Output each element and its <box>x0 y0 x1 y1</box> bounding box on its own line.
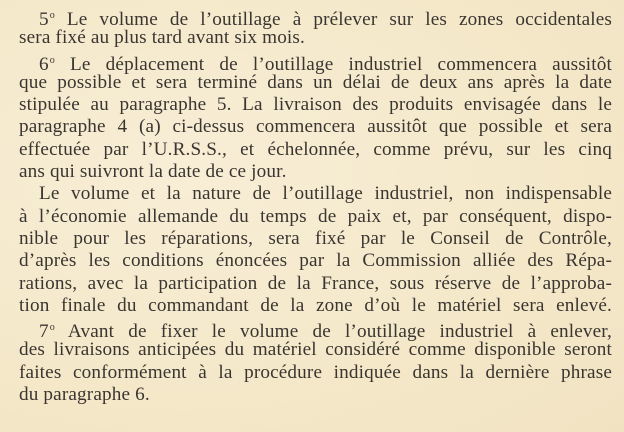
paragraph-5 <box>19 5 612 50</box>
paragraph-7 <box>19 317 612 406</box>
text-line: nible pour les réparations, sera fixé par le Conseil de Contrôle, <box>19 227 612 249</box>
text-line: 7$^o$ Avant de fixer le volume de l’outillage industriel à enlever, <box>39 321 612 343</box>
paragraph-6 <box>19 50 612 184</box>
text-line: faites conformément à la procédure indiquée dans la dernière phrase <box>19 361 612 383</box>
paragraph-number: 7$^o$ <box>39 321 55 343</box>
text-line: stipulée au paragraphe 5. La livraison des produits envisagée dans le <box>19 94 612 116</box>
text-line: du paragraphe 6. <box>19 384 150 406</box>
text-line: ans qui suivront la date de ce jour. <box>19 161 287 183</box>
text-line: 5$^o$ Le volume de l’outillage à prélever sur les zones occidentales <box>39 9 612 30</box>
text-line: que possible et sera terminé dans un délai de deux ans après la date <box>19 71 612 93</box>
text-line: des livraisons anticipées du matériel considéré comme disponible seront <box>19 339 612 361</box>
paragraph-number: 6$^o$ <box>39 53 55 75</box>
paragraph-6-continued <box>19 183 612 317</box>
text-line: Le volume et la nature de l’outillage industriel, non indispensable <box>39 183 612 205</box>
text-line: rations, avec la participation de la France, sous réserve de l’approba- <box>19 272 612 294</box>
document-page <box>19 5 612 406</box>
text-line: paragraphe 4 (a) ci-dessus commencera aussitôt que possible et sera <box>19 116 612 138</box>
text-line: effectuée par l’U.R.S.S., et échelonnée, comme prévu, sur les cinq <box>19 138 612 160</box>
text-line: 6$^o$ Le déplacement de l’outillage industriel commencera aussitôt <box>39 53 612 75</box>
text-line: tion finale du commandant de la zone d’où le matériel sera enlevé. <box>19 294 612 316</box>
text-line: d’après les conditions énoncées par la Commission alliée des Répa- <box>19 250 612 272</box>
paragraph-number: 5$^o$ <box>39 9 55 30</box>
text-line: sera fixé au plus tard avant six mois. <box>19 27 305 49</box>
text-line: à l’économie allemande du temps de paix et, par conséquent, dispo- <box>19 205 612 227</box>
